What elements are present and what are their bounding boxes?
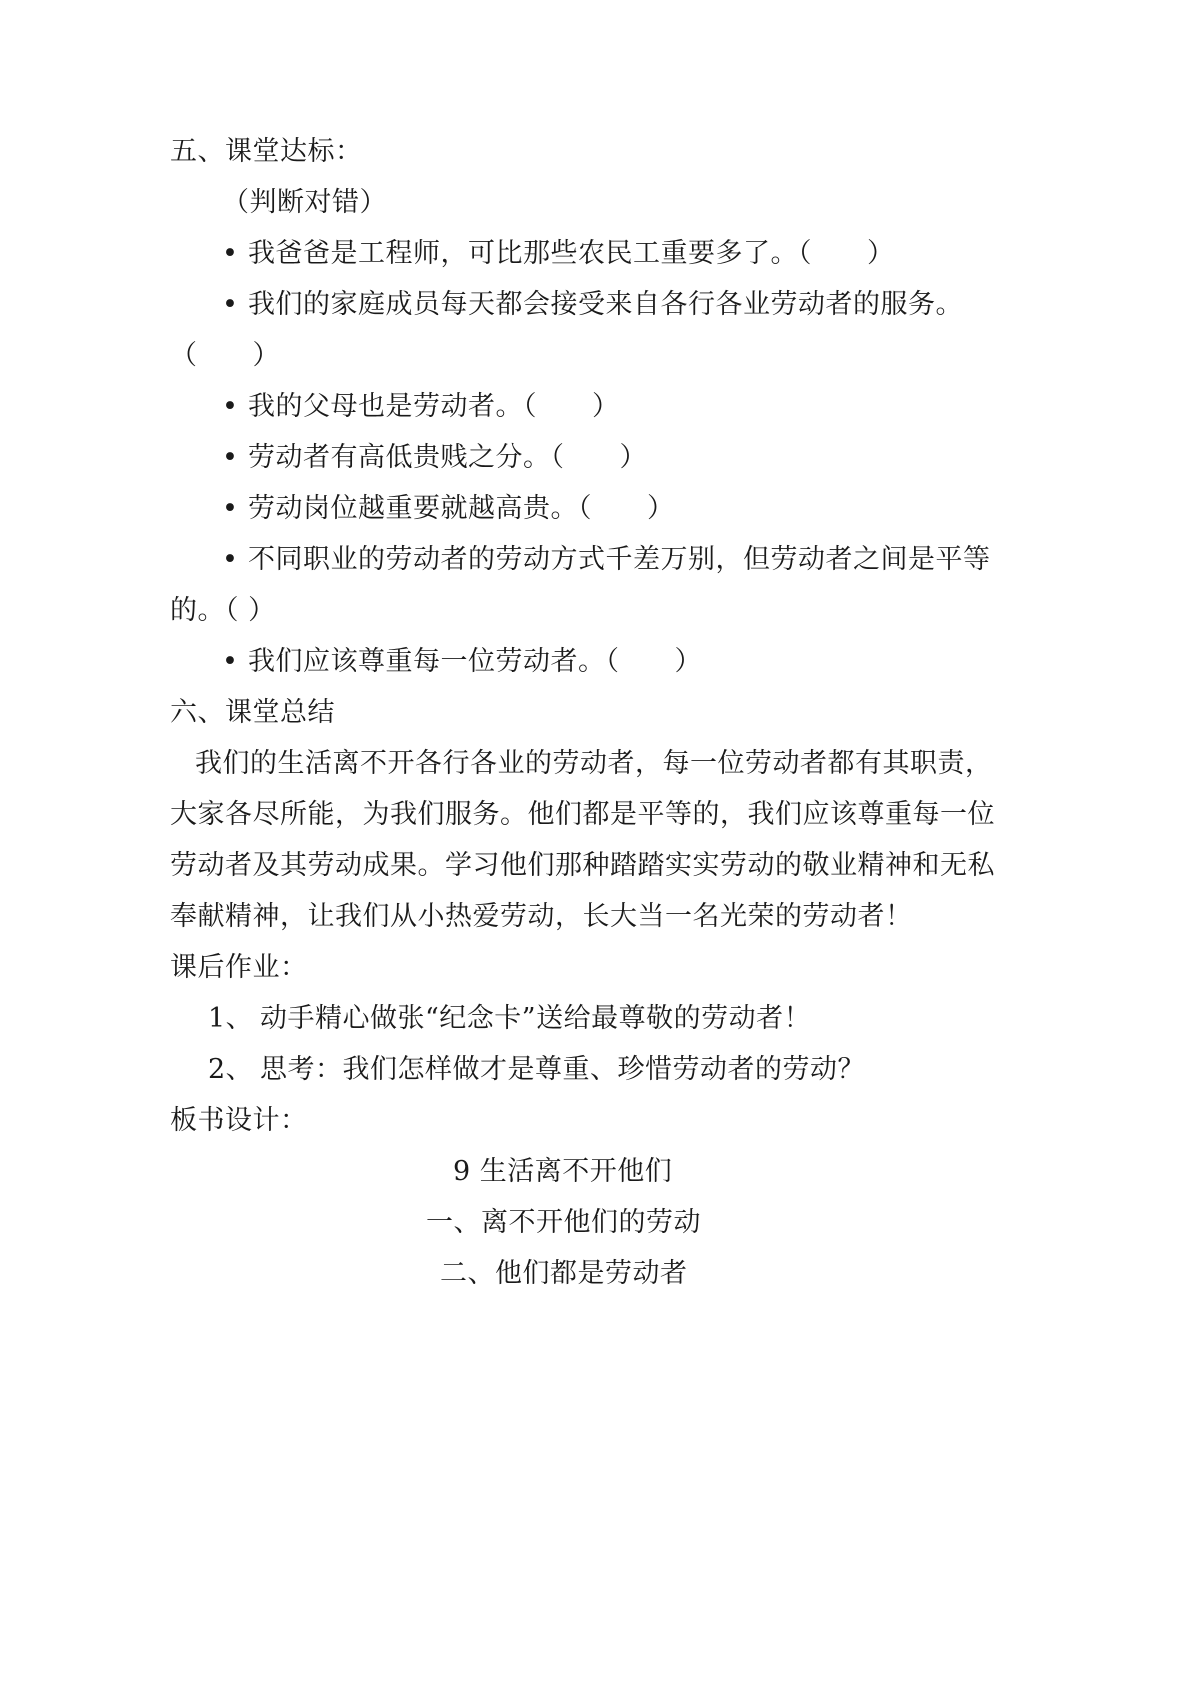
judgement-item-continuation: （ ） — [170, 340, 280, 371]
homework-item-number: 1、 — [208, 1003, 254, 1034]
section5-subheading: （判断对错） — [222, 187, 387, 218]
bullet-icon: • — [222, 646, 239, 677]
judgement-item-text: 劳动者有高低贵贱之分。（ ） — [248, 442, 647, 473]
summary-line: 我们的生活离不开各行各业的劳动者，每一位劳动者都有其职责， — [195, 748, 993, 779]
judgement-item-text: 劳动岗位越重要就越高贵。（ ） — [248, 493, 675, 524]
judgement-item-continuation: 的。（ ） — [170, 595, 276, 626]
bullet-icon: • — [222, 442, 239, 473]
section6-heading: 六、课堂总结 — [170, 697, 335, 728]
judgement-item — [222, 543, 991, 577]
homework-item-text: 思考：我们怎样做才是尊重、珍惜劳动者的劳动？ — [260, 1054, 865, 1085]
judgement-item-text: 我们应该尊重每一位劳动者。（ ） — [248, 646, 702, 677]
summary-line: 大家各尽所能，为我们服务。他们都是平等的，我们应该尊重每一位 — [170, 799, 995, 830]
homework-item-text: 动手精心做张“纪念卡”送给最尊敬的劳动者！ — [260, 1003, 812, 1034]
judgement-item — [222, 441, 647, 475]
judgement-item — [222, 237, 895, 271]
judgement-item — [222, 390, 620, 424]
judgement-item — [222, 288, 963, 322]
bullet-icon: • — [222, 544, 239, 575]
judgement-item-text: 我爸爸是工程师，可比那些农民工重要多了。（ ） — [248, 238, 895, 269]
judgement-item — [222, 492, 675, 526]
judgement-item — [222, 645, 702, 679]
homework-item — [208, 1002, 811, 1036]
board-title: 9 生活离不开他们 — [453, 1156, 673, 1187]
bullet-icon: • — [222, 391, 239, 422]
board-point-2: 二、他们都是劳动者 — [440, 1258, 688, 1289]
board-point-1: 一、离不开他们的劳动 — [426, 1207, 701, 1238]
judgement-item-text: 我们的家庭成员每天都会接受来自各行各业劳动者的服务。 — [248, 289, 963, 320]
section5-heading: 五、课堂达标： — [170, 136, 363, 167]
board-heading: 板书设计： — [170, 1105, 308, 1136]
judgement-item-text: 我的父母也是劳动者。（ ） — [248, 391, 620, 422]
summary-line: 奉献精神，让我们从小热爱劳动，长大当一名光荣的劳动者！ — [170, 901, 913, 932]
bullet-icon: • — [222, 289, 239, 320]
homework-heading: 课后作业： — [170, 952, 308, 983]
summary-line: 劳动者及其劳动成果。学习他们那种踏踏实实劳动的敬业精神和无私 — [170, 850, 995, 881]
bullet-icon: • — [222, 238, 239, 269]
homework-item-number: 2、 — [208, 1054, 254, 1085]
homework-item — [208, 1053, 865, 1087]
judgement-item-text: 不同职业的劳动者的劳动方式千差万别，但劳动者之间是平等 — [248, 544, 991, 575]
bullet-icon: • — [222, 493, 239, 524]
